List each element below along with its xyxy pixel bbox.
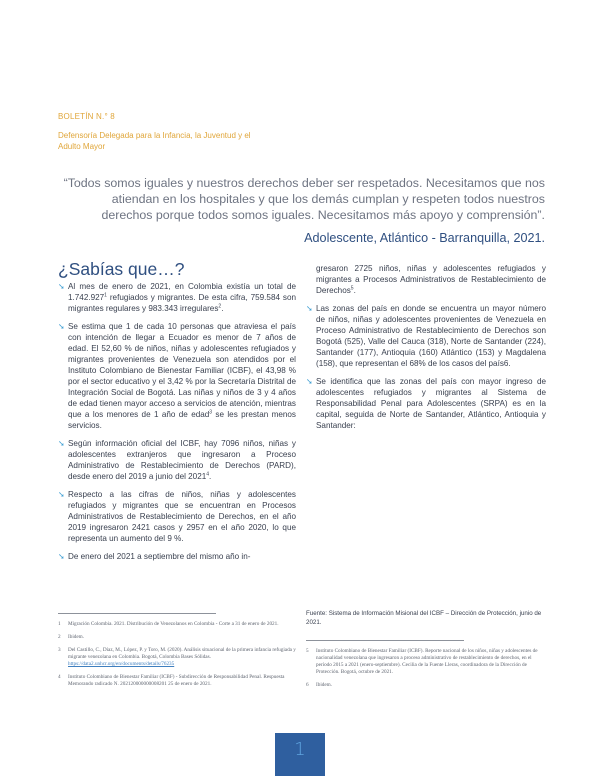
- footnotes-right: [306, 648, 546, 695]
- footnote: 6 Ibidem.: [306, 682, 332, 688]
- arrow-bullet-icon: ➘: [58, 439, 65, 448]
- fact-paragraph: ➘ Según información oficial del ICBF, hay 7096 niños, niñas y adolescentes extranjeros que ingresaron a Proceso Administrativo de Restablecimiento de Derechos (PARD), desde enero del 2019 a junio del 2021$^4$.: [58, 439, 296, 481]
- arrow-bullet-icon: ➘: [58, 490, 65, 499]
- source-note: Fuente: Sistema de Información Misional del ICBF – Dirección de Protección, junio de 2021.: [306, 610, 542, 626]
- page-number-tab: [275, 733, 325, 776]
- section-title: ¿Sabías que…?: [58, 259, 185, 279]
- footnote-divider-left: [58, 613, 216, 614]
- footnote: 4 Instituto Colombiano de Bienestar Familiar (ICBF) - Subdirección de Responsabilidad Penal. Respuesta Memorando radicado N. 202120000000008201 25 de enero de 2021.: [58, 674, 285, 687]
- footnotes-left: [58, 621, 296, 694]
- arrow-bullet-icon: ➘: [58, 322, 65, 331]
- fact-paragraph: ➘ Al mes de enero de 2021, en Colombia existía un total de 1.742.927$^1$ refugiados y migrantes. De esta cifra, 759.584 son migrantes regulares y 983.343 irregulares$^2$.: [58, 282, 296, 313]
- fact-paragraph: ➘ De enero del 2021 a septiembre del mismo año in-: [58, 552, 251, 561]
- arrow-bullet-icon: ➘: [58, 552, 65, 561]
- arrow-bullet-icon: ➘: [306, 377, 313, 386]
- entity-name: Defensoría Delegada para la Infancia, la Juventud y el Adulto Mayor: [58, 131, 251, 151]
- fact-paragraph: ➘ Las zonas del país en donde se encuentra un mayor número de niños, niñas y adolescentes provenientes de Venezuela en Proceso Administrativo de Restablecimiento de Derechos son Bogotá (525), Valle del Cauca (318), Norte de Santander (224), Santander (177), Antioquia (160) Atlántico (153) y Magdalena (158), que representan el 68% de los casos del país6.: [306, 304, 546, 368]
- footnote: 1 Migración Colombia. 2021. Distribución de Venezolanos en Colombia - Corte a 31 de enero de 2021.: [58, 621, 279, 627]
- fact-paragraph: ➘ Se identifica que las zonas del país con mayor ingreso de adolescentes refugiados y migrantes al Sistema de Responsabilidad Penal para Adolescentes (SRPA) es en la capital, seguida de Norte de Santander, Atlántico, Antioquia y Santander:: [306, 377, 546, 430]
- boletin-number: BOLETÍN N.° 8: [58, 112, 115, 121]
- footnote: 5 Instituto Colombiano de Bienestar Familiar (ICBF). Reporte nacional de los niños, niñas y adolescentes de nacionalidad venezolana que ingresaron a proceso administrativo de restablecimiento de derechos, en el período 2015 a 2021 (enero-septiembre). Cecilia de la Fuente Lleras, coordinadora de la Dirección de Protección. Bogotá, octubre de 2021.: [306, 648, 538, 675]
- footnote: 2 Ibidem.: [58, 634, 84, 640]
- arrow-bullet-icon: ➘: [58, 282, 65, 291]
- left-column: [58, 281, 296, 569]
- fact-paragraph: ➘ Respecto a las cifras de niños, niñas y adolescentes refugiados y migrantes que se encuentran en Procesos Administrativos de Restablecimiento de Derechos, en el año 2019 ingresaron 2421 casos y 2957 en el año 2020, lo que representa un aumento del 9 %.: [58, 490, 296, 543]
- fact-paragraph: gresaron 2725 niños, niñas y adolescentes refugiados y migrantes a Procesos Administrativos de Restablecimiento de Derechos$^5$.: [316, 264, 546, 295]
- testimony-quote: “Todos somos iguales y nuestros derechos deber ser respetados. Necesitamos que nos atiendan en los hospitales y que los demás cumplan y respeten todos nuestros derechos porque todos somos iguales. Necesitamos más apoyo y comprensión”.: [63, 176, 545, 222]
- footnote-divider-right: [306, 640, 464, 641]
- page-number: 1: [294, 739, 306, 760]
- footnote: 3 Del Castillo, C., Díaz, M., López, P. y Toro, M. (2020). Análisis situacional de la primera infancia refugiada y migrante venezolana en Colombia. Bogotá, Colombia Bases Sólidas. https://data2.unhcr.org/en/documents/details/76235: [58, 647, 296, 667]
- right-column: [306, 263, 546, 438]
- arrow-bullet-icon: ➘: [306, 304, 313, 313]
- reference-link[interactable]: https://data2.unhcr.org/en/documents/details/76235: [68, 661, 175, 667]
- quote-author: Adolescente, Atlántico - Barranquilla, 2021.: [304, 231, 545, 245]
- fact-paragraph: ➘ Se estima que 1 de cada 10 personas que atraviesa el país con intención de llegar a Ecuador es menor de 7 años de edad. El 52,60 % de niños, niñas y adolescentes refugiados y migrantes provenientes de Venezuela son atendidos por el Instituto Colombiano de Bienestar Familiar (ICBF), el 43,98 % por el sector educativo y el 3,42 % por la Secretaría Distrital de Integración Social de Bogotá. Las niñas y niños de 3 y 4 años de edad tienen mayor acceso a servicios de atención, mientras que a los menores de 1 año de edad$^3$ se les prestan menos servicios.: [58, 322, 296, 430]
